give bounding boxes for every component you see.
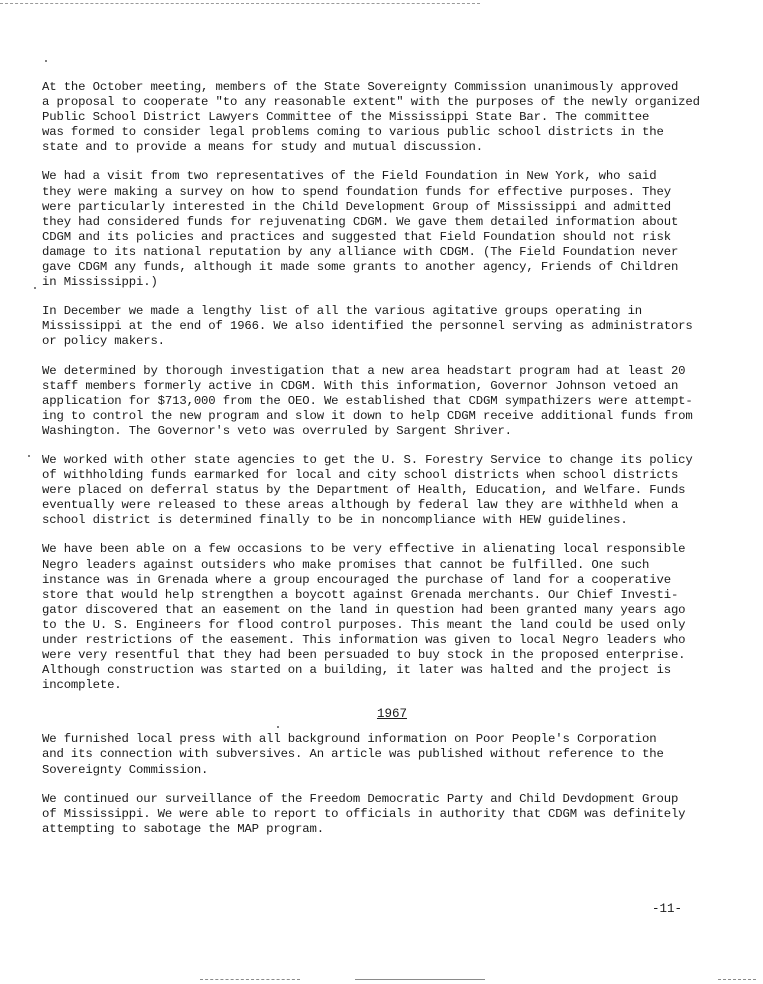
document-page: [42, 80, 736, 851]
text-line: eventually were released to these areas although by federal law they are withheld when a: [42, 498, 679, 513]
text-line: school district is determined finally to be in noncompliance with HEW guidelines.: [42, 513, 628, 528]
text-line: We furnished local press with all background information on Poor People's Corporation: [42, 732, 657, 747]
year-heading: [42, 707, 736, 722]
bottom-scan-rule-left: [200, 979, 300, 980]
text-line: gave CDGM any funds, although it made some grants to another agency, Friends of Children: [42, 260, 679, 275]
text-line: Negro leaders against outsiders who make promises that cannot be fulfilled. One such: [42, 557, 650, 572]
top-scan-rule: [0, 3, 480, 4]
paragraph: [42, 304, 736, 349]
text-line: and its connection with subversives. An article was published without reference to the: [42, 747, 664, 762]
scan-speck: [28, 455, 30, 457]
text-line: In December we made a lengthy list of all the various agitative groups operating in: [42, 304, 643, 319]
body-text-after-heading: [42, 732, 736, 837]
scan-speck: [34, 287, 36, 289]
scan-speck: [45, 60, 47, 62]
paragraph: [42, 80, 736, 155]
text-line: At the October meeting, members of the State Sovereignty Commission unanimously approved: [42, 80, 679, 94]
text-line: in Mississippi.): [42, 275, 158, 290]
text-line: were very resentful that they had been persuaded to buy stock in the proposed enterprise.: [42, 648, 686, 663]
text-line: Public School District Lawyers Committee of the Mississippi State Bar. The committee: [42, 110, 650, 125]
text-line: staff members formerly active in CDGM. With this information, Governor Johnson vetoed an: [42, 378, 679, 393]
paragraph: [42, 792, 736, 837]
text-line: was formed to consider legal problems coming to various public school districts in the: [42, 125, 664, 140]
text-line: We have been able on a few occasions to be very effective in alienating local responsible: [42, 542, 686, 557]
text-line: CDGM and its policies and practices and suggested that Field Foundation should not risk: [42, 229, 671, 244]
bottom-scan-rule-right: [718, 979, 756, 980]
text-line: of Mississippi. We were able to report to officials in authority that CDGM was definitely: [42, 806, 686, 821]
paragraph: [42, 732, 736, 777]
paragraph: [42, 542, 736, 693]
bottom-scan-rule-center: [355, 979, 485, 980]
text-line: We determined by thorough investigation that a new area headstart program had at least 20: [42, 363, 686, 378]
text-line: state and to provide a means for study and mutual discussion.: [42, 140, 483, 155]
year-heading-text: 1967: [376, 707, 407, 722]
text-line: We continued our surveillance of the Freedom Democratic Party and Child Devdopment Group: [42, 791, 679, 806]
text-line: Sovereignty Commission.: [42, 762, 209, 777]
text-line: Washington. The Governor's veto was overruled by Sargent Shriver.: [42, 423, 512, 438]
text-line: of withholding funds earmarked for local and city school districts when school districts: [42, 468, 679, 483]
text-line: Mississippi at the end of 1966. We also identified the personnel serving as administrators: [42, 319, 693, 334]
text-line: ing to control the new program and slow it down to help CDGM receive additional funds from: [42, 408, 693, 423]
paragraph: [42, 453, 736, 528]
text-line: We worked with other state agencies to get the U. S. Forestry Service to change its policy: [42, 452, 693, 467]
text-line: Although construction was started on a building, it later was halted and the project is: [42, 663, 671, 678]
text-line: a proposal to cooperate "to any reasonable extent" with the purposes of the newly organized: [42, 95, 700, 110]
body-text-before-heading: [42, 80, 736, 693]
page-number: -11-: [652, 902, 683, 916]
text-line: damage to its national reputation by any alliance with CDGM. (The Field Foundation never: [42, 244, 679, 259]
scan-speck: [277, 726, 279, 728]
text-line: under restrictions of the easement. This information was given to local Negro leaders who: [42, 633, 686, 647]
paragraph: [42, 364, 736, 439]
text-line: to the U. S. Engineers for flood control purposes. This meant the land could be used only: [42, 617, 686, 632]
paragraph: [42, 169, 736, 290]
text-line: incomplete.: [42, 678, 122, 693]
text-line: instance was in Grenada where a group encouraged the purchase of land for a cooperative: [42, 572, 671, 587]
text-line: were placed on deferral status by the Department of Health, Education, and Welfare. Funds: [42, 483, 686, 498]
text-line: application for $713,000 from the OEO. We established that CDGM sympathizers were attempt-: [42, 393, 693, 408]
text-line: attempting to sabotage the MAP program.: [42, 821, 324, 836]
text-line: they were making a survey on how to spend foundation funds for effective purposes. They: [42, 184, 671, 199]
text-line: We had a visit from two representatives of the Field Foundation in New York, who said: [42, 169, 657, 184]
text-line: they had considered funds for rejuvenating CDGM. We gave them detailed information about: [42, 214, 679, 229]
text-line: gator discovered that an easement on the land in question had been granted many years ago: [42, 602, 686, 617]
text-line: were particularly interested in the Child Development Group of Mississippi and admitted: [42, 199, 671, 214]
text-line: store that would help strengthen a boycott against Grenada merchants. Our Chief Investi-: [42, 587, 679, 602]
text-line: or policy makers.: [42, 334, 165, 349]
